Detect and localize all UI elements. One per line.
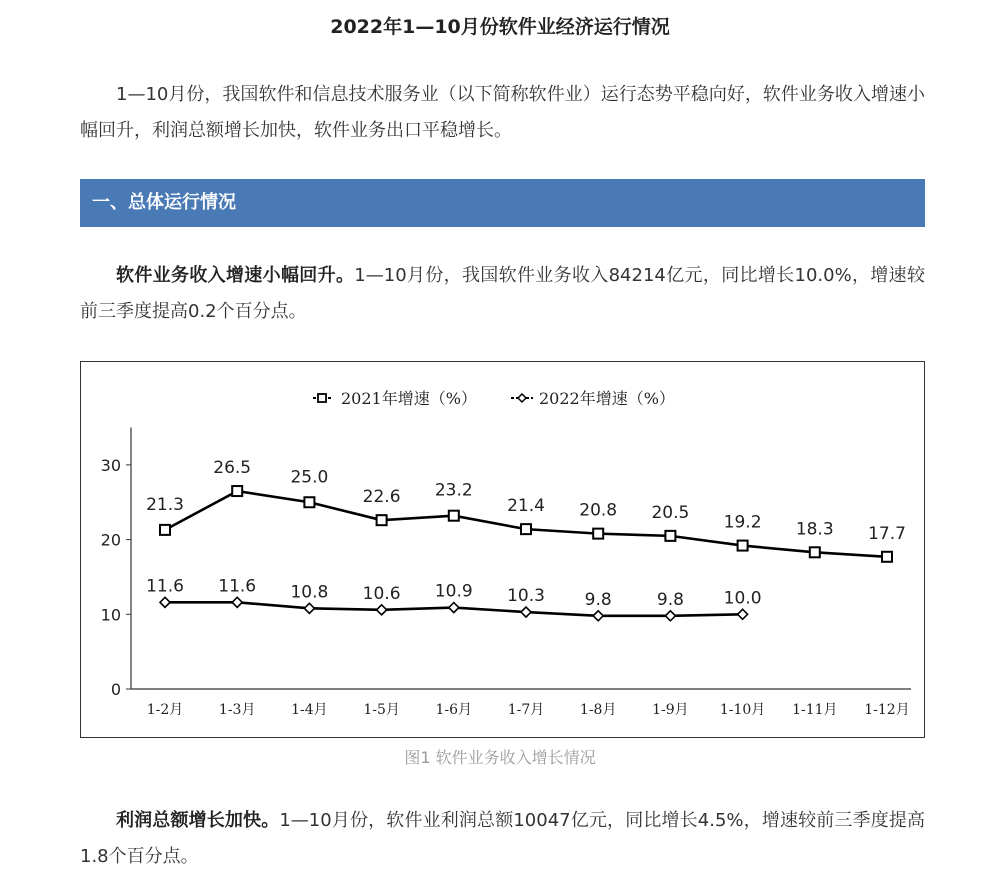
data-label-2022: 9.8 [584,589,612,610]
data-label-2022: 11.6 [218,576,257,597]
data-label-2022: 11.6 [146,576,184,597]
x-tick-label: 1-3月 [218,702,256,718]
point-2021 [593,529,603,539]
x-tick-label: 1-10月 [719,702,766,718]
point-2022 [449,603,459,613]
data-label-2021: 17.7 [868,523,906,544]
y-tick-label: 20 [100,530,121,550]
data-label-2021: 21.3 [146,494,184,515]
data-label-2021: 26.5 [213,458,252,479]
x-tick-label: 1-9月 [652,702,689,718]
chart-svg [81,362,926,739]
legend-label-2021: 2021年增速（%） [341,389,477,408]
data-label-2021: 25.0 [290,467,329,488]
x-tick-label: 1-5月 [363,702,400,718]
data-label-2021: 18.3 [795,519,834,540]
point-2022 [232,597,242,607]
point-2021 [232,486,242,496]
section-heading-overall: 一、总体运行情况 [80,179,925,227]
x-tick-label: 1-12月 [864,702,910,718]
point-2021 [738,541,748,551]
data-label-2021: 20.5 [651,502,690,523]
data-label-2022: 9.8 [656,589,684,610]
data-label-2021: 21.4 [507,496,545,517]
data-label-2022: 10.9 [434,581,473,602]
x-tick-label: 1-7月 [507,702,545,718]
x-tick-label: 1-2月 [146,702,184,718]
legend-label-2022: 2022年增速（%） [539,389,675,408]
data-label-2022: 10.8 [290,582,329,603]
profit-paragraph [80,803,925,875]
x-tick-label: 1-8月 [579,702,617,718]
data-label-2021: 23.2 [434,480,473,501]
point-2022 [593,611,603,621]
data-label-2021: 22.6 [362,487,401,508]
data-label-2022: 10.0 [723,588,762,609]
point-2021 [665,531,675,541]
data-label-2022: 10.3 [507,586,545,607]
legend-marker-2022 [518,394,526,402]
y-tick-label: 30 [100,455,121,475]
revenue-growth-chart [80,361,925,738]
point-2021 [521,524,531,534]
data-label-2021: 19.2 [723,512,762,533]
point-2022 [377,605,387,615]
point-2022 [521,607,531,617]
revenue-text: 1—10月份，我国软件业务收入84214亿元，同比增长10.0%，增速较前三季度提高0.2个百分点。 [80,265,926,322]
intro-paragraph: 1—10月份，我国软件和信息技术服务业（以下简称软件业）运行态势平稳向好，软件业务收入增速小幅回升，利润总额增长加快，软件业务出口平稳增长。 [80,84,925,141]
article-title: 2022年1—10月份软件业经济运行情况 [330,16,670,38]
data-label-2021: 20.8 [579,500,618,521]
point-2021 [377,515,387,525]
figure-caption: 图1 软件业务收入增长情况 [404,748,596,767]
y-tick-label: 0 [110,680,121,699]
x-tick-label: 1-6月 [435,702,473,718]
point-2022 [160,597,170,607]
point-2021 [160,525,170,535]
point-2022 [665,611,675,621]
revenue-lead: 软件业务收入增速小幅回升。 [116,265,355,286]
point-2021 [810,547,820,557]
profit-lead: 利润总额增长加快。 [116,810,280,831]
point-2021 [882,552,892,562]
x-tick-label: 1-11月 [792,702,838,718]
point-2022 [304,603,314,613]
point-2022 [738,609,748,619]
point-2021 [449,511,459,521]
y-tick-label: 10 [100,605,121,625]
x-tick-label: 1-4月 [291,702,328,718]
revenue-paragraph [80,258,925,330]
data-label-2022: 10.6 [362,583,401,604]
point-2021 [304,497,314,507]
legend-marker-2021 [318,394,326,402]
profit-text: 1—10月份，软件业利润总额10047亿元，同比增长4.5%，增速较前三季度提高1.8个百分点。 [80,810,926,867]
